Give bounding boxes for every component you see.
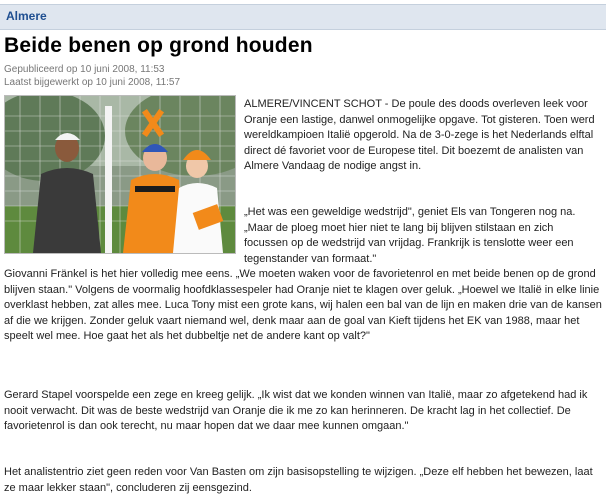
article-title: Beide benen op grond houden: [4, 34, 313, 57]
article-paragraph: Het analistentrio ziet geen reden voor Van Basten om zijn basisopstelling te wijzigen. „Deze elf hebben het bewezen, laat ze maar lekker staan", concluderen zij eensgezind.: [4, 466, 593, 494]
article-paragraph: ALMERE/VINCENT SCHOT - De poule des doods overleven leek voor Oranje een lastige, danwel onmogelijke opgave. Tot gisteren. Toen werd wereldkampioen Italië opgerold. Na de 3-0-zege is het Nederlands elftal direct dé favoriet voor de Europese titel. Dit boezemt de analisten van Almere Vandaag de nodige angst in.: [244, 98, 595, 173]
updated-date: Laatst bijgewerkt op 10 juni 2008, 11:57: [4, 77, 181, 88]
article-paragraph: „Het was een geweldige wedstrijd", geniet Els van Tongeren nog na. „Maar de ploeg moet hier niet te lang bij blijven stilstaan en zich focussen op de wedstrijd van vrijdag. Frankrijk is tenslotte weer een tegenstander van formaat.": [244, 206, 576, 265]
article-paragraph: Giovanni Fränkel is het hier volledig mee eens. „We moeten waken voor de favorietenrol en met beide benen op de grond blijven staan." Volgens de voormalig hoofdklassespeler had Oranje niet te klagen over geluk. „Hoewel we Italië in elke linie overklast hebben, zat alles mee. Luca Tony mist een grote kans, wij halen een bal van de lijn en maken drie van de kansen af die we krijgen. Zonder geluk vaart niemand wel, denk maar aan de goal van Kieft tijdens het EK van 1988, maar het speelt wel mee. Hoe gaat het als het dubbeltje net de andere kant op valt?": [4, 268, 602, 343]
section-header: [0, 4, 606, 30]
article-paragraph: Gerard Stapel voorspelde een zege en kreeg gelijk. „Ik wist dat we konden winnen van Italië, maar zo afgetekend had ik nooit verwacht. Dit was de beste wedstrijd van Oranje die ik me zo kan herinneren. De kracht lag in het collectief. De favorietenrol is dan ook terecht, nu maar hopen dat we daar mee kunnen omgaan.": [4, 389, 588, 433]
published-date: Gepubliceerd op 10 juni 2008, 11:53: [4, 64, 165, 75]
section-link-almere[interactable]: Almere: [6, 9, 47, 23]
article-photo: [4, 95, 236, 254]
